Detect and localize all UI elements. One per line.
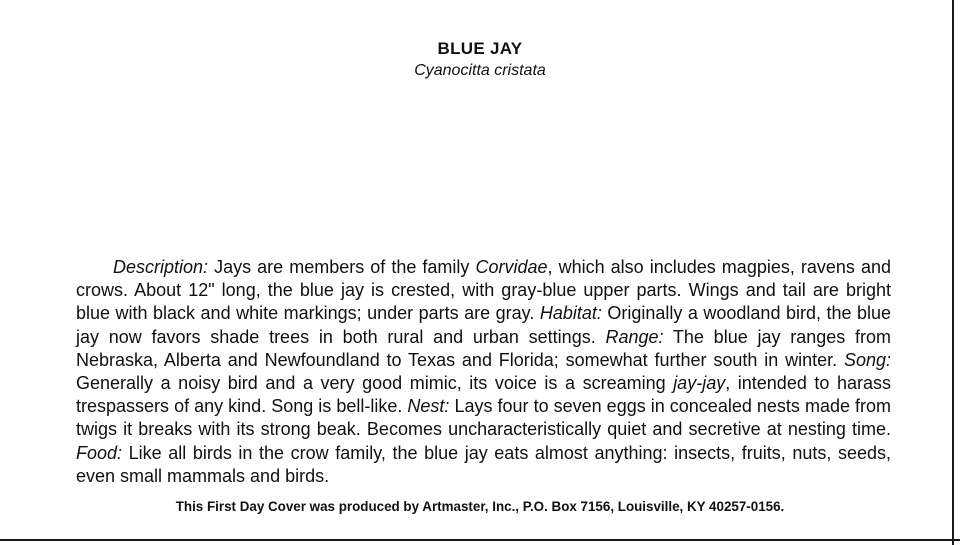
- section-text: , which also includes magpies, ravens and crows. About 12" long, the blue jay is crested, with gray-blue upper parts. Wings and tail are bright blue with black and white markings; under parts are gray.: [76, 257, 892, 324]
- section-text: The blue jay ranges from Nebraska, Alberta and Newfoundland to Texas and Florida; somewhat further south in winter.: [76, 326, 891, 370]
- description-paragraph: [76, 256, 891, 488]
- section-label: Habitat:: [539, 303, 602, 324]
- italic-term: jay-jay: [673, 373, 726, 394]
- section-text: Originally a woodland bird, the blue jay now favors shade trees in both rural and urban settings.: [76, 303, 891, 347]
- section-label: Description:: [113, 257, 209, 277]
- section-label: Food:: [76, 442, 123, 463]
- section-text: Lays four to seven eggs in concealed nests made from twigs it breaks with its strong beak. Becomes uncharacteristically quiet and secretive at nesting time.: [76, 396, 892, 440]
- section-text: , intended to harass trespassers of any kind. Song is bell-like.: [76, 373, 892, 417]
- bird-title: BLUE JAY: [437, 39, 523, 58]
- section-text: Generally a noisy bird and a very good mimic, its voice is a screaming: [76, 373, 674, 394]
- producer-footer: This First Day Cover was produced by Artmaster, Inc., P.O. Box 7156, Louisville, KY 40257-0156.: [175, 499, 785, 514]
- card-header: [0, 38, 960, 82]
- section-text: Jays are members of the family: [208, 257, 476, 277]
- scientific-name: Cyanocitta cristata: [414, 62, 546, 79]
- section-label: Song:: [843, 349, 891, 370]
- section-label: Range:: [605, 326, 664, 347]
- card-bottom-edge: [0, 539, 960, 541]
- italic-term: Corvidae: [475, 257, 548, 277]
- section-text: Like all birds in the crow family, the blue jay eats almost anything: insects, fruits, nuts, seeds, even small mammals and birds.: [76, 442, 891, 486]
- card-right-edge: [952, 0, 954, 545]
- section-label: Nest:: [407, 396, 450, 417]
